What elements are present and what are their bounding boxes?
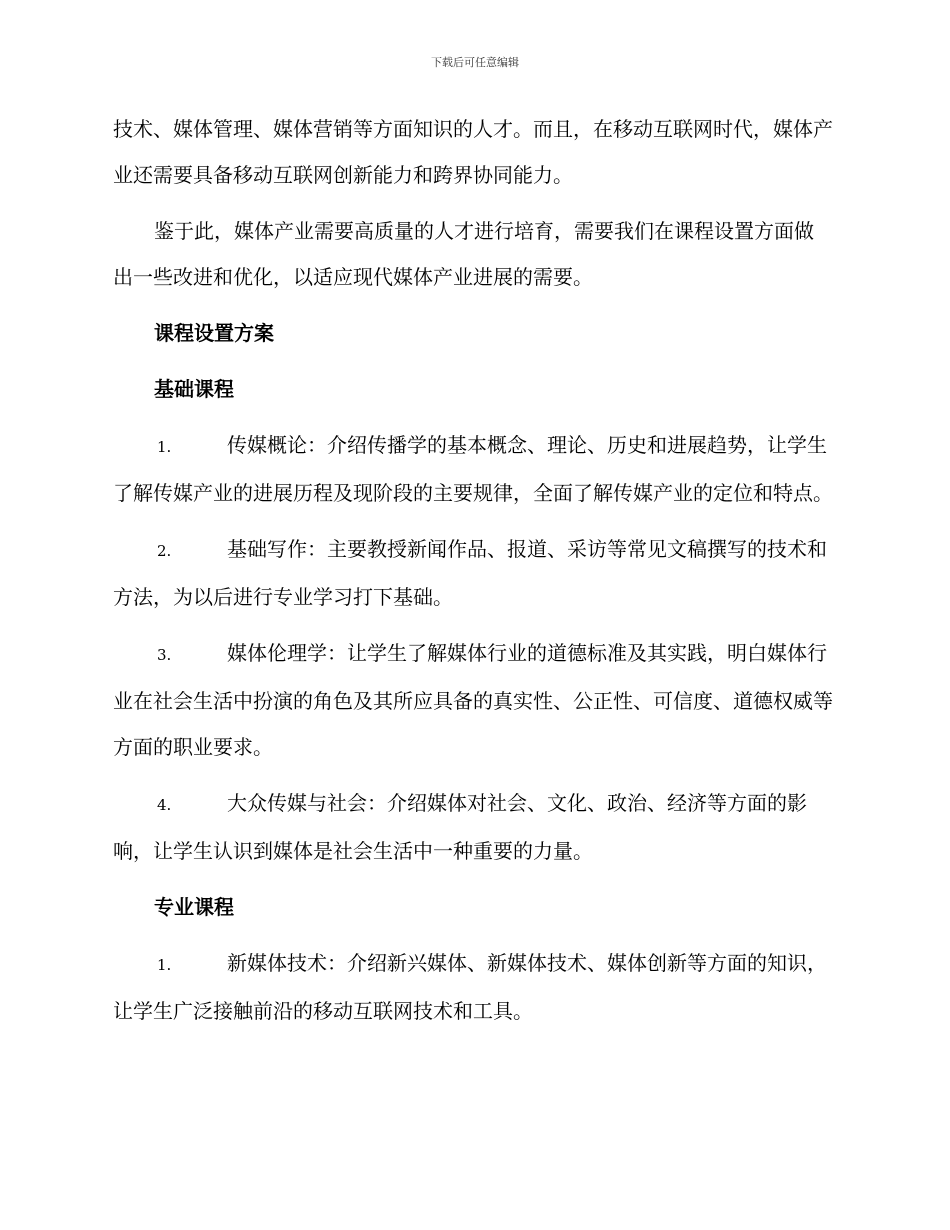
document-body xyxy=(113,106,833,1034)
list-item-text: 基础写作：主要教授新闻作品、报道、采访等常见文稿撰写的技术和方法，为以后进行专业学习打下基础。 xyxy=(113,537,827,609)
list-item-basic-1 xyxy=(113,422,833,516)
heading-course-plan: 课程设置方案 xyxy=(154,321,274,345)
list-item-basic-4 xyxy=(113,780,833,874)
list-number: 3. xyxy=(157,646,172,664)
list-item-basic-3 xyxy=(113,630,833,770)
list-item-text: 传媒概论：介绍传播学的基本概念、理论、历史和进展趋势，让学生了解传媒产业的进展历程及现阶段的主要规律，全面了解传媒产业的定位和特点。 xyxy=(113,433,833,505)
list-number: 2. xyxy=(157,542,172,560)
list-item-text: 媒体伦理学：让学生了解媒体行业的道德标准及其实践，明白媒体行业在社会生活中扮演的角色及其所应具备的真实性、公正性、可信度、道德权威等方面的职业要求。 xyxy=(113,641,833,759)
list-item-text: 大众传媒与社会：介绍媒体对社会、文化、政治、经济等方面的影响，让学生认识到媒体是社会生活中一种重要的力量。 xyxy=(113,791,807,863)
list-item-basic-2 xyxy=(113,526,833,620)
paragraph-conclusion: 鉴于此，媒体产业需要高质量的人才进行培育，需要我们在课程设置方面做出一些改进和优化，以适应现代媒体产业进展的需要。 xyxy=(113,219,814,289)
list-item-major-1 xyxy=(113,940,833,1034)
heading-major-courses: 专业课程 xyxy=(154,895,234,919)
list-number: 1. xyxy=(157,438,172,456)
heading-basic-courses: 基础课程 xyxy=(154,377,234,401)
list-number: 1. xyxy=(157,956,172,974)
list-number: 4. xyxy=(157,796,172,814)
paragraph-intro-continued: 技术、媒体管理、媒体营销等方面知识的人才。而且，在移动互联网时代，媒体产业还需要具备移动互联网创新能力和跨界协同能力。 xyxy=(113,117,833,187)
list-item-text: 新媒体技术：介绍新兴媒体、新媒体技术、媒体创新等方面的知识，让学生广泛接触前沿的移动互联网技术和工具。 xyxy=(113,951,827,1023)
page-header: 下载后可任意编辑 xyxy=(431,56,519,69)
